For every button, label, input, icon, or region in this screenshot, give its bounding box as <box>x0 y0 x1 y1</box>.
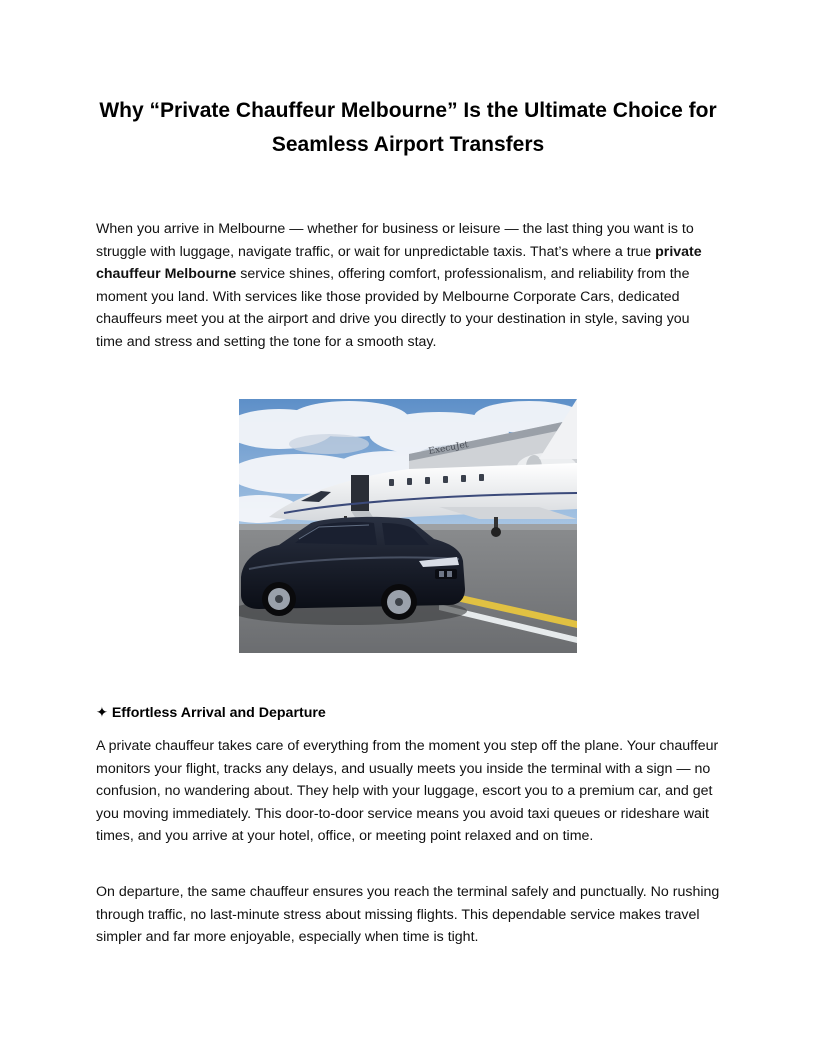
section-heading-text: Effortless Arrival and Departure <box>111 705 326 721</box>
arrival-paragraph: A private chauffeur takes care of everything from the moment you step off the plane. Your chauffeur monitors your flight, tracks any delays, and usually meets you inside the terminal with a sign — no confusion, no wandering about. They help with your luggage, escort you to a premium car, and get you moving immediately. This door-to-door service means you avoid taxi queues or rideshare wait times, and you arrive at your hotel, office, or meeting point relaxed and on time. <box>96 738 719 845</box>
page-title: Why “Private Chauffeur Melbourne” Is the Ultimate Choice for Seamless Airport Transfers <box>99 99 717 156</box>
intro-paragraph <box>96 218 720 354</box>
hero-image-car-and-jet <box>239 399 577 653</box>
intro-bold-keyword: private chauffeur Melbourne <box>96 243 702 283</box>
sparkle-icon: ✦ <box>96 705 108 721</box>
section-heading <box>96 702 326 724</box>
intro-text-start: When you arrive in Melbourne — whether for business or leisure — the last thing you want is to struggle with luggage, navigate traffic, or wait for unpredictable taxis. That’s where a true <box>96 221 694 260</box>
departure-paragraph: On departure, the same chauffeur ensures you reach the terminal safely and punctually. No rushing through traffic, no last-minute stress about missing flights. This dependable service makes travel simpler and far more enjoyable, especially when time is tight. <box>96 884 720 946</box>
intro-text-end: service shines, offering comfort, professionalism, and reliability from the moment you land. With services like those provided by Melbourne Corporate Cars, dedicated chauffeurs meet you at the airport and drive you directly to your destination in style, saving you time and stress and setting the tone for a smooth stay. <box>96 266 690 350</box>
jet-sign-text: ExecuJet <box>427 440 470 457</box>
